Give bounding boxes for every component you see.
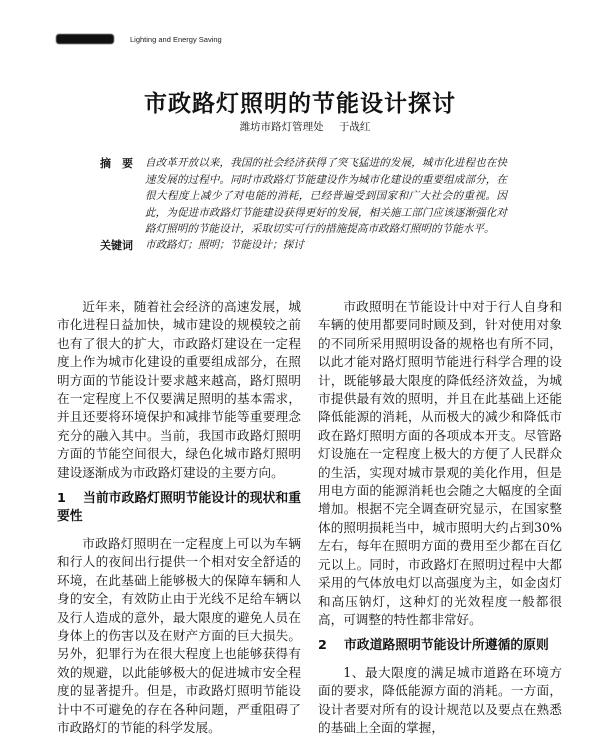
section-1-heading <box>57 490 301 527</box>
journal-logo-redacted <box>56 34 114 44</box>
journal-subtitle: Lighting and Energy Saving <box>130 35 222 44</box>
keywords-text: 市政路灯；照明；节能设计；探讨 <box>145 239 304 251</box>
section-number: 2 <box>318 638 327 654</box>
article-title: 市政路灯照明的节能设计探讨 <box>144 91 456 117</box>
body-paragraph: 1、最大限度的满足城市道路在环境方面的要求，降低能源方面的消耗。一方面，设计者要对所有的设计规范以及要点在熟悉的基础上全面的掌握， <box>318 664 562 735</box>
keywords-label: 关键词 <box>100 239 133 252</box>
author-name: 于战红 <box>338 121 371 133</box>
author-line <box>0 119 600 134</box>
intro-paragraph: 近年来，随着社会经济的高速发展，城市化进程日益加快，城市建设的规模较之前也有了很大的扩大，市政路灯建设在一定程度上作为城市化建设的重要组成部分，在照明方面的节能设计要求越来越高，路灯照明在一定程度上不仅要满足照明的基本需求，并且还要将环境保护和减排节能等重要理念充分的融入其中。当前，我国市政路灯照明方面的节能空间很大，绿色化城市路灯照明建设逐渐成为市政路灯建设的主要方向。 <box>57 299 301 480</box>
right-column <box>318 298 562 737</box>
body-paragraph: 市政照明在节能设计中对于行人自身和车辆的使用都要同时顾及到，针对使用对象的不同所采用照明设备的规格也有所不同，以此才能对路灯照明节能进行科学合理的设计，既能够最大限度的降低经济效益，为城市提供最有效的照明，并且在此基础上还能降低能源的消耗，从而极大的减少和降低市政在路灯照明方面的各项成本开支。尽管路灯设施在一定程度上极大的方便了人民群众的生活，实现对城市景观的美化作用，但是用电方面的能源消耗也会随之大幅度的全面增加。根据不完全调查研究显示，在国家整体的照明损耗当中，城市照明大约占到30%左右，每年在照明方面的费用至少都在百亿元以上。同时，市政路灯在照明过程中大都采用的气体放电灯以高强度为主，如金卤灯和高压钠灯，这种灯的光效程度一般都很高，可调整的特性都非常好。 <box>318 299 562 627</box>
affiliation: 潍坊市路灯管理处 <box>239 121 324 133</box>
section-2-heading <box>318 637 562 655</box>
left-column <box>57 298 301 737</box>
abstract-text: 自改革开放以来，我国的社会经济获得了突飞猛进的发展，城市化进程也在快速发展的过程中。同时市政路灯节能建设作为城市化建设的重要组成部分，在很大程度上减少了对电能的消耗，已经普遍受到国家和广大社会的重视。因此，为促进市政路灯节能建设获得更好的发展，相关施工部门应该逐渐强化对路灯照明的节能设计，采取切实可行的措施提高市政路灯照明的节能水平。 <box>145 157 507 236</box>
section-title: 市政道路照明节能设计所遵循的原则 <box>344 638 549 654</box>
section-number: 1 <box>57 491 66 507</box>
body-paragraph: 市政路灯照明在一定程度上可以为车辆和行人的夜间出行提供一个相对安全舒适的环境，在此基础上能够极大的保障车辆和人身的安全，有效防止由于光线不足给车辆以及行人造成的意外，最大限度的避免人员在身体上的伤害以及在财产方面的巨大损失。另外，犯罪行为在很大程度上也能够获得有效的规避，以此能够极大的促进城市安全程度的显著提升。但是，市政路灯照明节能设计中不可避免的存在各种问题，严重阻碍了市政路灯的节能的科学发展。 <box>57 535 301 735</box>
abstract-label: 摘 要 <box>100 157 133 170</box>
section-title: 当前市政路灯照明节能设计的现状和重要性 <box>57 491 301 525</box>
